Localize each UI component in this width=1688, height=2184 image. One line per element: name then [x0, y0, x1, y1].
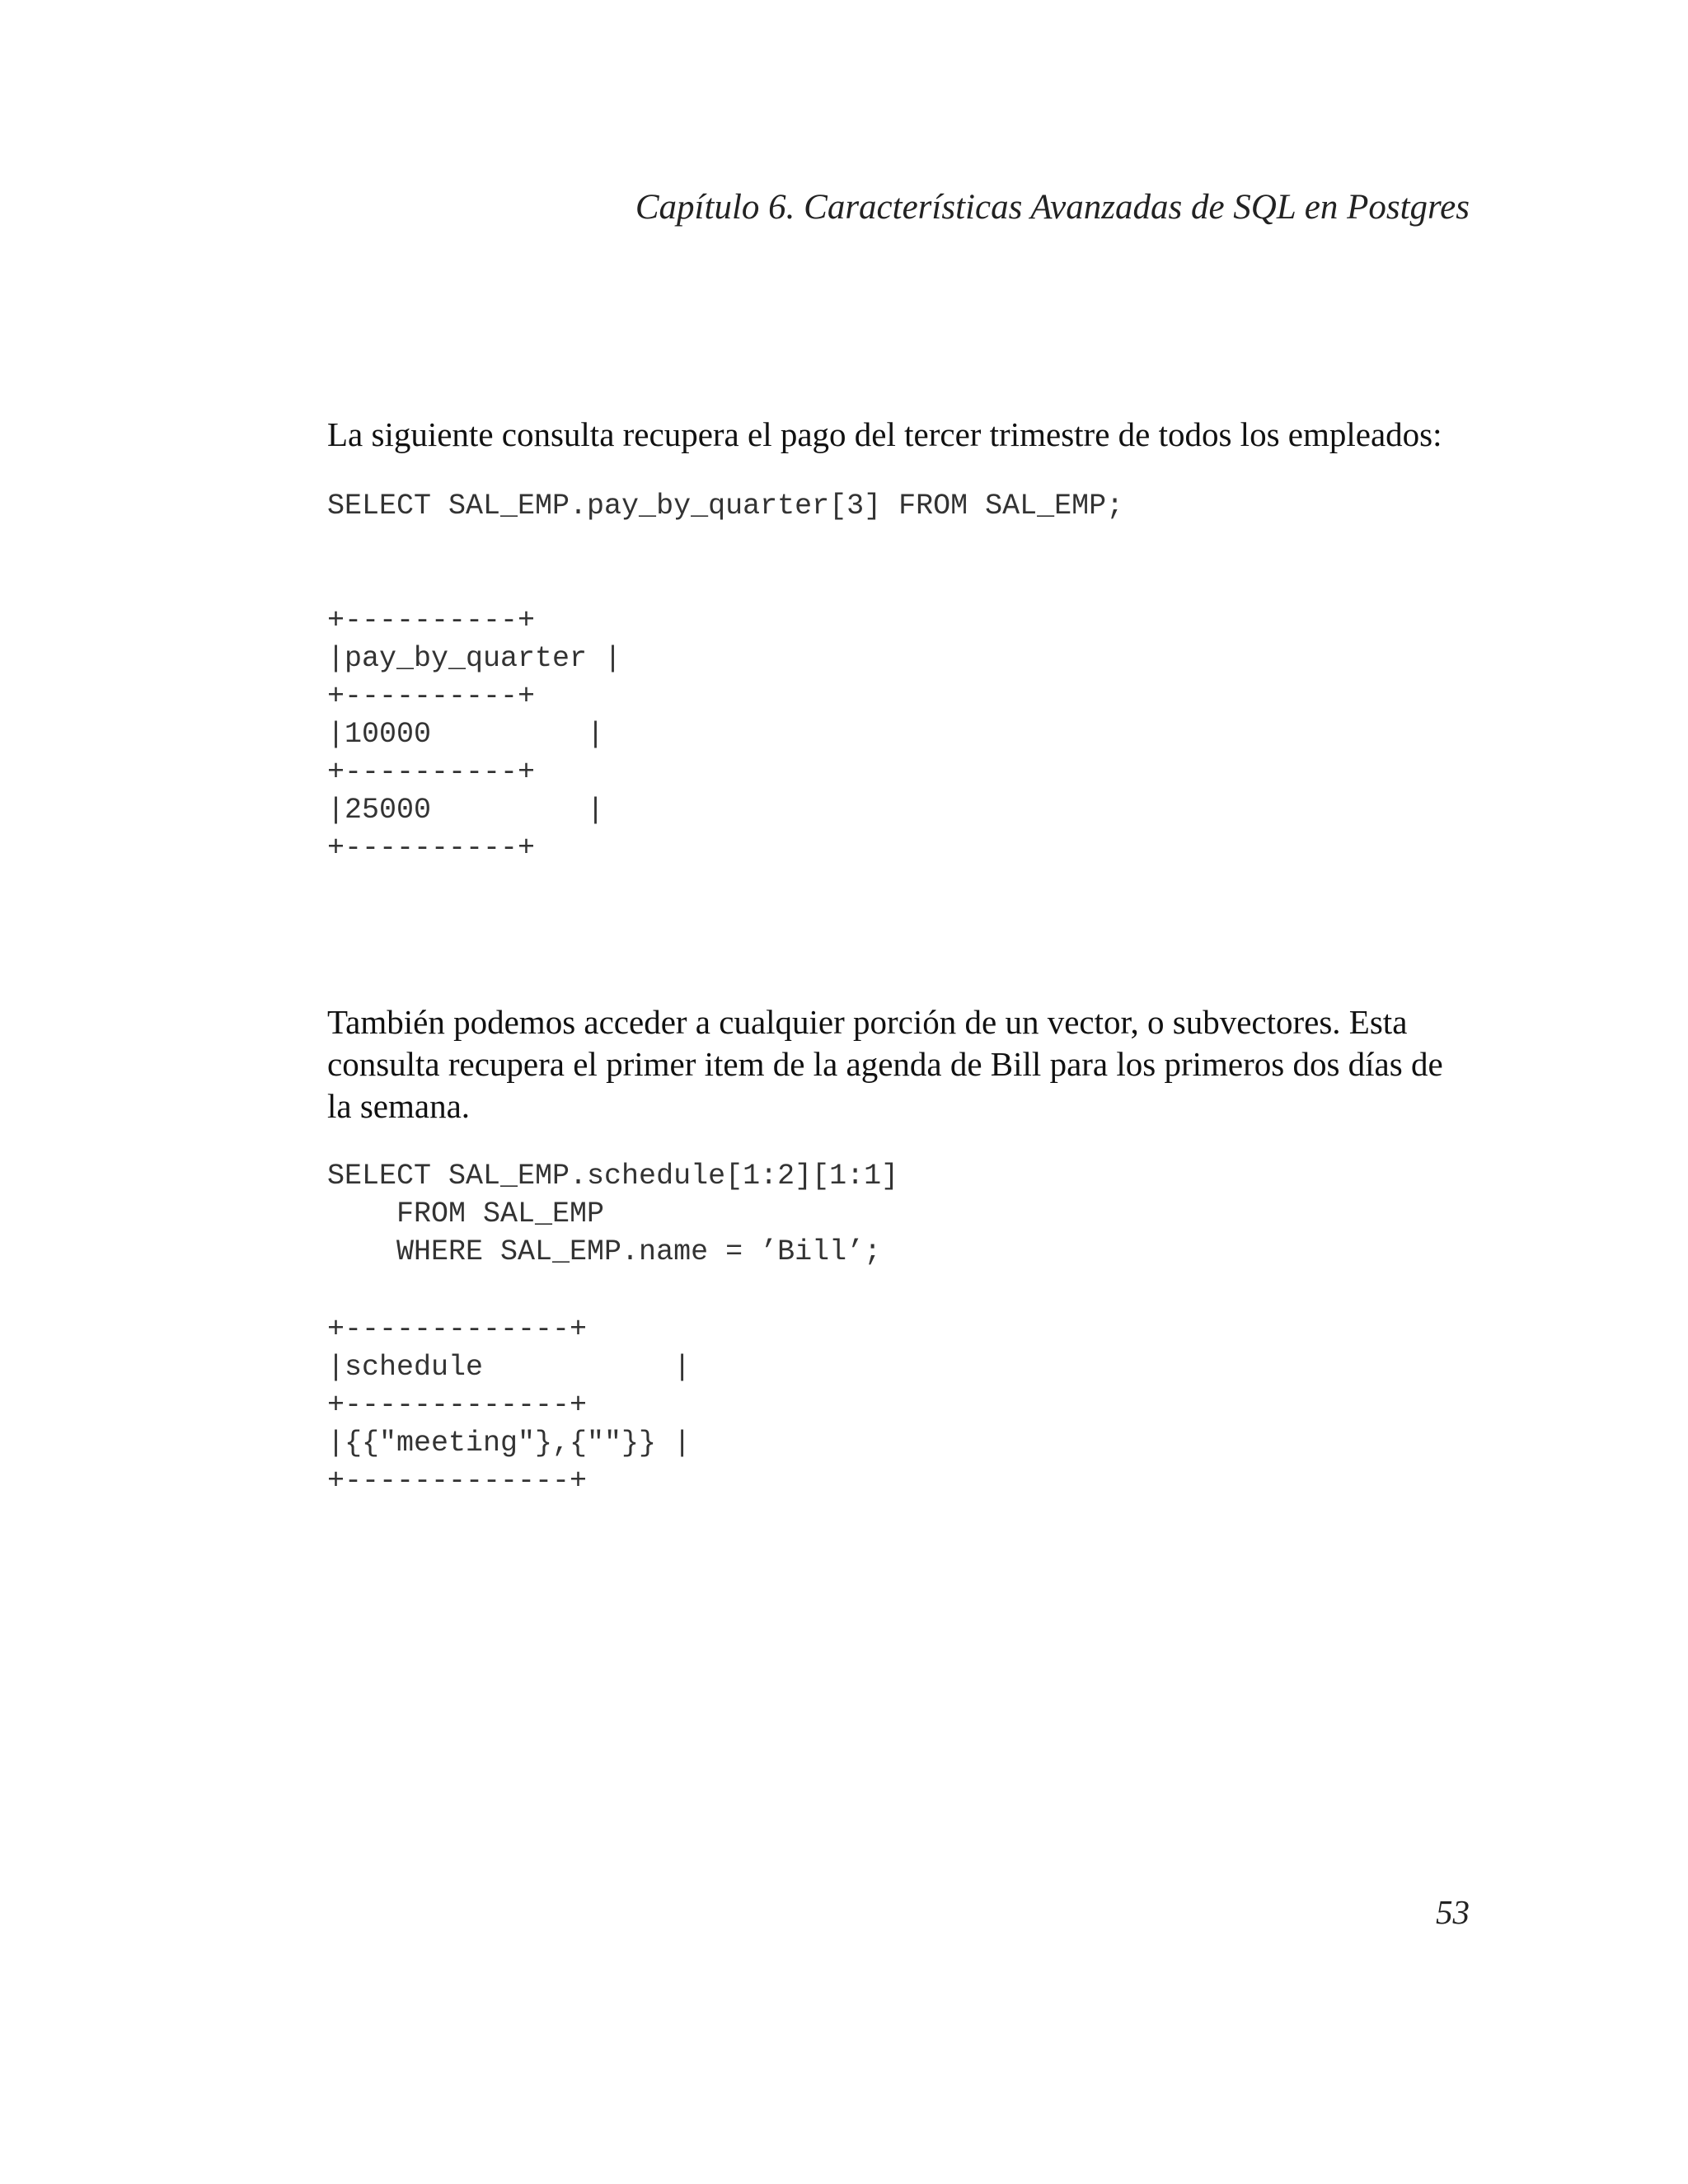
- paragraph-third-quarter-query: La siguiente consulta recupera el pago del tercer trimestre de todos los empleados:: [327, 415, 1442, 453]
- code-block-select-pay-by-quarter: SELECT SAL_EMP.pay_by_quarter[3] FROM SAL_EMP;: [327, 490, 1124, 523]
- code-block-select-schedule: SELECT SAL_EMP.schedule[1:2][1:1] FROM SAL_EMP WHERE SAL_EMP.name = ’Bill’;: [327, 1160, 899, 1268]
- result-table-pay-by-quarter: +----------+ |pay_by_quarter | +----------+ |10000 | +----------+ |25000 | +----------+: [327, 604, 622, 865]
- running-header: Capítulo 6. Características Avanzadas de SQL en Postgres: [635, 188, 1470, 227]
- result-table-schedule: +-------------+ |schedule | +-------------+ |{{"meeting"},{""}} | +-------------+: [327, 1313, 692, 1497]
- page-number: 53: [1436, 1893, 1470, 1931]
- paragraph-subvector-query: También podemos acceder a cualquier porción de un vector, o subvectores. Esta consulta recupera el primer item de la agenda de Bill para los primeros dos días de la semana.: [327, 1003, 1443, 1125]
